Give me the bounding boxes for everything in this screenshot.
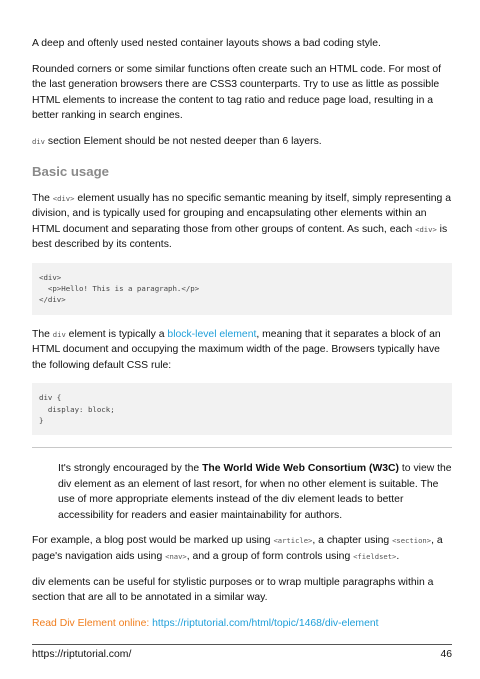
page-footer bbox=[32, 644, 452, 660]
read-online-label: Read Div Element online: bbox=[32, 617, 153, 629]
inline-code: div bbox=[52, 329, 66, 339]
paragraph-div-semantics: The <div> element usually has no specific semantic meaning by itself, simply representing a division, and is typically used for grouping and encapsulating other elements within an HTML document and separating those from other groups of content. As such, each <div> is best described by its contents. bbox=[32, 192, 451, 251]
paragraph-stylistic: div elements can be useful for stylistic purposes or to wrap multiple paragraphs within a section that are all to be annotated in a similar way. bbox=[32, 576, 434, 604]
inline-code: <div> bbox=[415, 224, 437, 234]
paragraph-block-level: The div element is typically a block-level element, meaning that it separates a block of an HTML document and occupying the maximum width of the page. Browsers typically have the following default CSS rule: bbox=[32, 328, 441, 371]
paragraph-css3: Rounded corners or some similar functions often create such an HTML code. For most of the last generation browsers there are CSS3 counterparts. Try to use as little as possible HTML elements to increase the content to tag ratio and reduce page load, resulting in a better ranking in search engines. bbox=[32, 63, 442, 122]
section-heading: Basic usage bbox=[32, 163, 109, 179]
footer-site-url[interactable]: https://riptutorial.com/ bbox=[32, 649, 132, 660]
read-online-link[interactable]: https://riptutorial.com/html/topic/1468/div-element bbox=[152, 617, 379, 629]
page-number: 46 bbox=[440, 649, 452, 660]
blockquote-w3c: It's strongly encouraged by the The World Wide Web Consortium (W3C) to view the div element as an element of last resort, for when no other element is suitable. The use of more appropriate elements instead of the div element leads to better accessibility for readers and easier maintainability for authors. bbox=[32, 447, 452, 523]
paragraph-nesting-style: A deep and oftenly used nested container layouts shows a bad coding style. bbox=[32, 38, 381, 49]
code-block-html-example: <div> <p>Hello! This is a paragraph.</p> </div> bbox=[32, 263, 452, 315]
code-block-css-rule: div { display: block; } bbox=[32, 383, 452, 435]
paragraph-nesting-depth: div section Element should be not nested deeper than 6 layers. bbox=[32, 135, 322, 147]
paragraph-semantic-elements: For example, a blog post would be marked up using <article>, a chapter using <section>, a page's navigation aids using <nav>, and a group of form controls using <fieldset>. bbox=[32, 535, 443, 562]
block-level-element-link[interactable]: block-level element bbox=[167, 328, 257, 340]
w3c-name: The World Wide Web Consortium (W3C) bbox=[202, 462, 400, 474]
inline-code: div bbox=[32, 136, 45, 146]
page-content bbox=[32, 36, 452, 641]
read-online-line bbox=[32, 616, 452, 632]
inline-code: <div> bbox=[52, 193, 75, 203]
